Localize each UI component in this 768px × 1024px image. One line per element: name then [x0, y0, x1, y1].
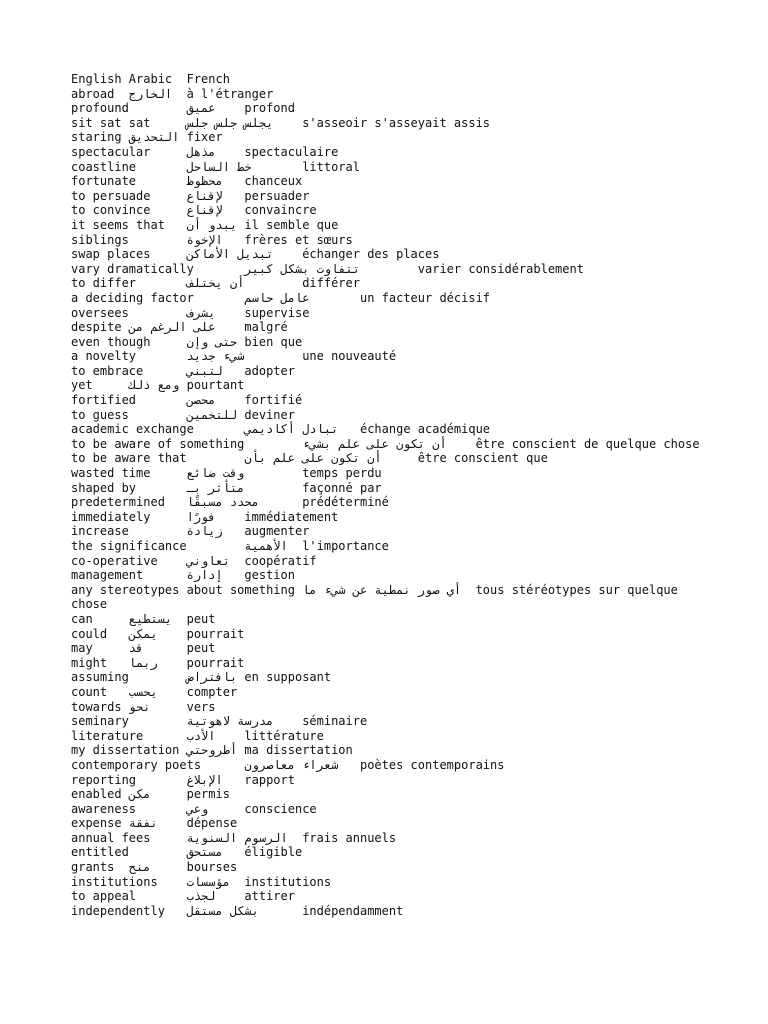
vocabulary-line: fortified محصن fortifié: [71, 393, 303, 408]
vocabulary-line: could يمكن pourrait: [71, 626, 245, 641]
vocabulary-line: to appeal لجذب attirer: [71, 889, 295, 904]
vocabulary-line: siblings الإخوة frères et sœurs: [71, 232, 353, 247]
vocabulary-line: vary dramatically تتفاوت بشكل كبير varier considérablement: [71, 261, 584, 276]
vocabulary-line: reporting الإبلاغ rapport: [71, 772, 295, 787]
vocabulary-line: academic exchange تبادل أكاديمي échange académique: [71, 422, 491, 437]
vocabulary-line: assuming بافتراض en supposant: [71, 670, 332, 685]
vocabulary-line: the significance الأهمية l'importance: [71, 539, 389, 553]
vocabulary-line: to differ أن يختلف différer: [71, 276, 360, 291]
vocabulary-line: swap places تبديل الأماكن échanger des places: [71, 247, 440, 262]
vocabulary-line: awareness وعي conscience: [71, 801, 317, 816]
vocabulary-line: to persuade لإقناع persuader: [71, 188, 310, 203]
vocabulary-line: yet ومع ذلك pourtant: [71, 378, 245, 393]
vocabulary-line: independently بشكل مستقل indépendamment: [71, 903, 404, 918]
vocabulary-line: enabled مكن permis: [71, 787, 230, 802]
vocabulary-line: sit sat sat يجلس جلس جلس s'asseoir s'asseyait assis: [71, 115, 491, 130]
column-header-line: English Arabic French: [71, 72, 230, 86]
vocabulary-line: spectacular مذهل spectaculaire: [71, 144, 339, 159]
vocabulary-line: immediately فورًا immédiatement: [71, 509, 339, 524]
vocabulary-line: might ربما pourrait: [71, 655, 245, 670]
vocabulary-line: to be aware of something أن تكون على علم بشيء être conscient de quelque chose: [71, 436, 700, 451]
vocabulary-line: wasted time وقت ضائع temps perdu: [71, 466, 382, 481]
vocabulary-line: management إدارة gestion: [71, 568, 295, 583]
vocabulary-line: a deciding factor عامل حاسم un facteur décisif: [71, 290, 491, 305]
vocabulary-line: may قد peut: [71, 641, 216, 656]
vocabulary-line: co-operative تعاوني coopératif: [71, 553, 317, 568]
vocabulary-line: entitled مستحق éligible: [71, 845, 303, 860]
vocabulary-line: seminary مدرسة لاهوتية séminaire: [71, 714, 368, 729]
vocabulary-line: grants منح bourses: [71, 860, 238, 875]
vocabulary-line: to guess للتخمين deviner: [71, 407, 295, 422]
vocabulary-line: shaped by متأثر بـ façonné par: [71, 480, 382, 495]
vocabulary-line: it seems that يبدو أن il semble que: [71, 217, 339, 232]
vocabulary-line: fortunate محظوظ chanceux: [71, 174, 303, 189]
vocabulary-line: can يستطيع peut: [71, 611, 216, 626]
vocabulary-line: to convince لإقناع convaincre: [71, 203, 317, 218]
vocabulary-line: literature الأدب littérature: [71, 728, 324, 743]
vocabulary-line: to be aware that أن تكون على علم بأن être conscient que: [71, 451, 548, 466]
vocabulary-line: profound عميق profond: [71, 101, 295, 116]
vocabulary-line: abroad الخارج à l'étranger: [71, 86, 274, 101]
vocabulary-line: coastline خط الساحل littoral: [71, 159, 360, 174]
vocabulary-line: despite على الرغم من malgré: [71, 320, 288, 335]
vocabulary-line: towards نحو vers: [71, 699, 216, 714]
vocabulary-line: even though حتى وإن bien que: [71, 334, 303, 349]
vocabulary-line: any stereotypes about something أي صور نمطية عن شيء ما tous stéréotypes sur quelque chose: [71, 582, 686, 612]
vocabulary-line: contemporary poets شعراء معاصرون poètes contemporains: [71, 757, 505, 772]
vocabulary-line: expense نفقة dépense: [71, 816, 238, 831]
vocabulary-line: institutions مؤسسات institutions: [71, 874, 332, 889]
vocabulary-line: oversees يشرف supervise: [71, 305, 310, 320]
vocabulary-line: staring التحديق fixer: [71, 130, 223, 145]
vocabulary-document: [71, 72, 711, 918]
vocabulary-line: increase زيادة augmenter: [71, 524, 310, 539]
vocabulary-line: to embrace لتبني adopter: [71, 363, 295, 378]
vocabulary-line: a novelty شيء جديد une nouveauté: [71, 349, 397, 364]
vocabulary-line: count يحسب compter: [71, 684, 238, 699]
vocabulary-line: predetermined محدد مسبقًا prédéterminé: [71, 495, 389, 510]
vocabulary-line: annual fees الرسوم السنوية frais annuels: [71, 830, 397, 845]
vocabulary-line: my dissertation أطروحتي ma dissertation: [71, 743, 353, 758]
